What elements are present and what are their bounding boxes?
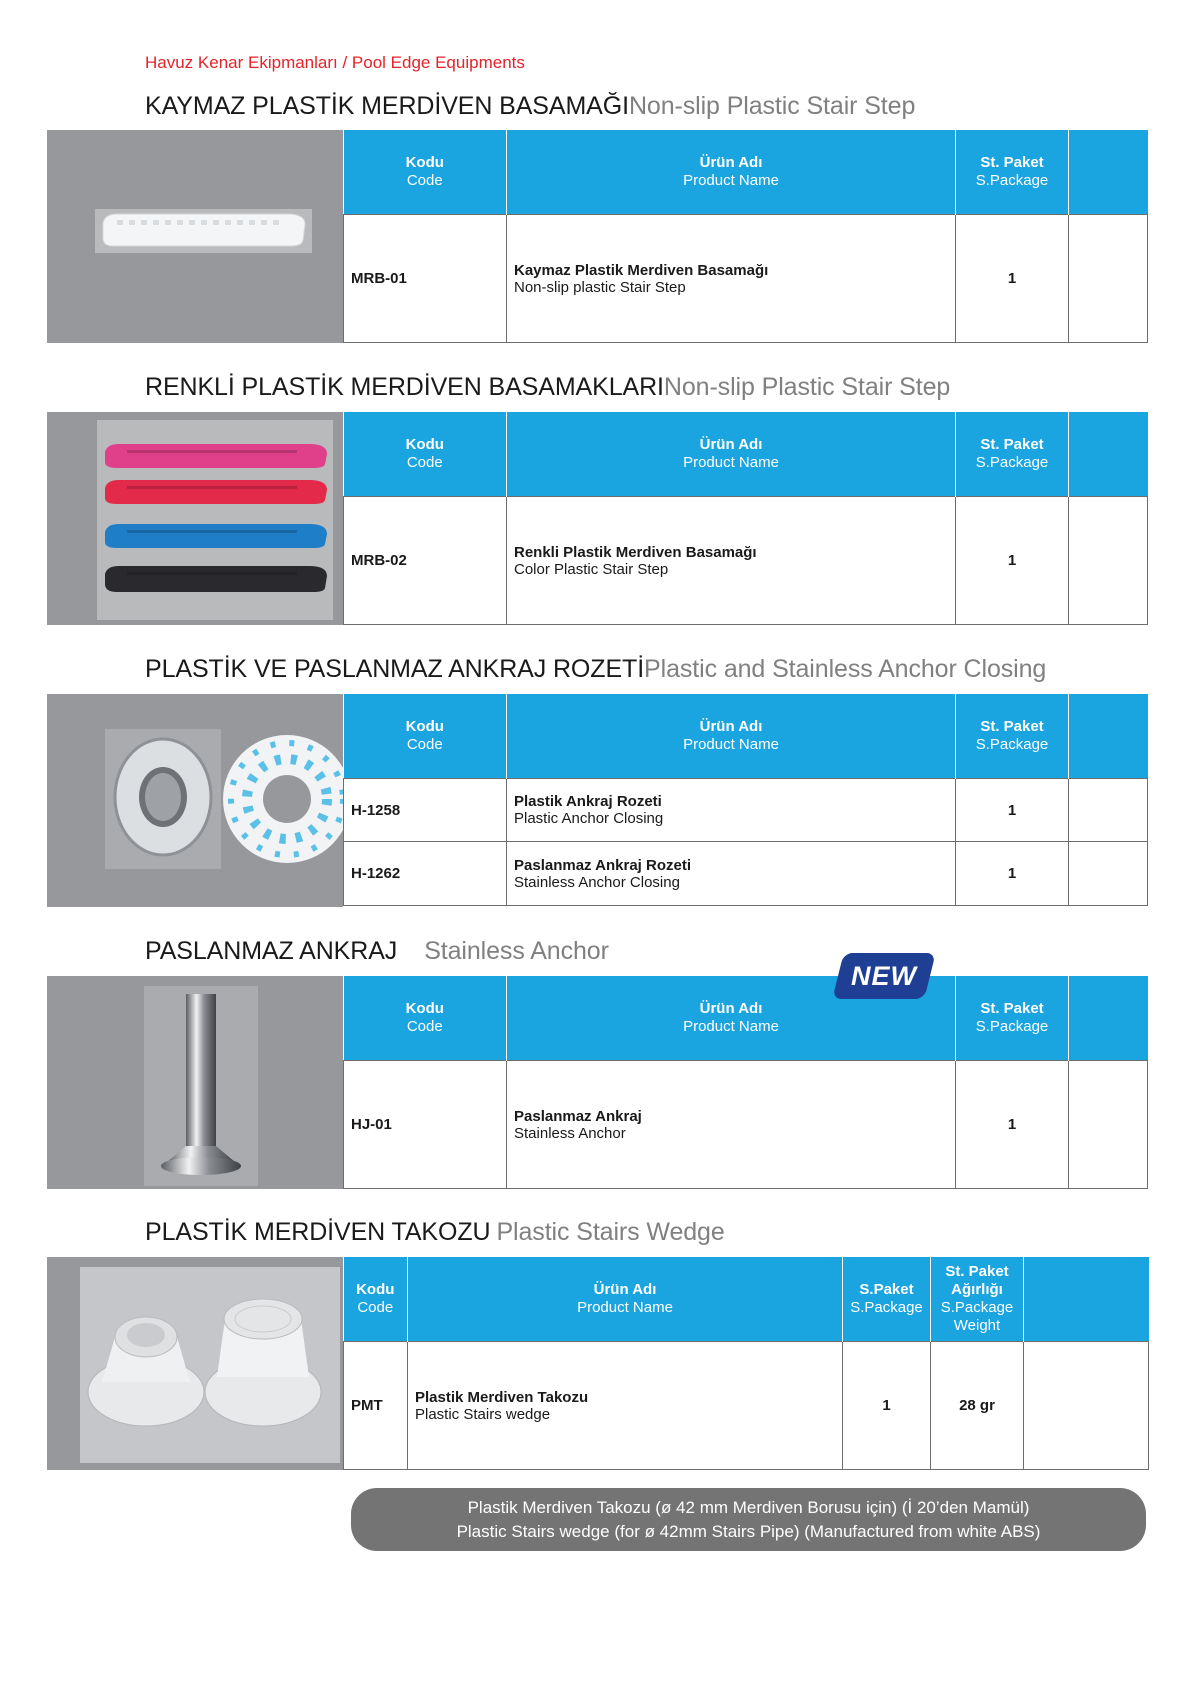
product-block	[47, 694, 1147, 907]
new-badge	[832, 953, 935, 999]
table-row	[344, 1342, 1149, 1470]
section-title-tr: PLASTİK VE PASLANMAZ ANKRAJ ROZETİ	[145, 655, 645, 683]
empty-cell	[1069, 779, 1148, 842]
color-stair-steps-image	[47, 412, 343, 625]
product-code: HJ-01	[344, 1061, 507, 1189]
page-header: Havuz Kenar Ekipmanları / Pool Edge Equipments	[145, 53, 525, 72]
package-weight: 28 gr	[931, 1342, 1024, 1470]
product-code: H-1258	[344, 779, 507, 842]
section-title	[145, 373, 950, 402]
stainless-anchor-image	[47, 976, 343, 1189]
stairs-wedge-image	[47, 1257, 343, 1470]
table-row	[344, 779, 1148, 842]
product-name: Paslanmaz Ankraj Rozeti Stainless Anchor Closing	[507, 842, 956, 906]
product-photo	[47, 694, 343, 907]
empty-cell	[1024, 1342, 1149, 1470]
col-name: Ürün Adı Product Name	[507, 976, 956, 1061]
product-name: Renkli Plastik Merdiven Basamağı Color Plastic Stair Step	[507, 497, 956, 625]
table-header-row	[344, 412, 1148, 497]
product-photo	[47, 130, 343, 343]
product-table	[343, 976, 1148, 1189]
anchor-closing-image	[47, 694, 343, 907]
col-code: Kodu Code	[344, 1257, 408, 1342]
section-title-en: Plastic and Stainless Anchor Closing	[644, 655, 1047, 683]
section-title-tr: PASLANMAZ ANKRAJ	[145, 937, 398, 965]
col-name: Ürün Adı Product Name	[507, 694, 956, 779]
product-table	[343, 1257, 1149, 1470]
new-badge-label: NEW	[851, 961, 917, 991]
empty-cell	[1069, 497, 1148, 625]
section-title	[145, 937, 609, 966]
section-title-tr: PLASTİK MERDİVEN TAKOZU	[145, 1218, 491, 1246]
section-title	[145, 92, 915, 121]
product-note	[351, 1488, 1146, 1551]
table-header-row	[344, 130, 1148, 215]
product-table	[343, 130, 1148, 343]
product-table	[343, 694, 1148, 906]
product-photo	[47, 1257, 343, 1470]
product-code: MRB-02	[344, 497, 507, 625]
table-header-row	[344, 694, 1148, 779]
section-title-en: Non-slip Plastic Stair Step	[628, 92, 916, 120]
package-qty: 1	[956, 779, 1069, 842]
section-title-en: Plastic Stairs Wedge	[496, 1218, 725, 1246]
col-package: St. Paket S.Package	[956, 976, 1069, 1061]
package-qty: 1	[956, 497, 1069, 625]
col-package: St. Paket S.Package	[956, 694, 1069, 779]
section-title-tr: KAYMAZ PLASTİK MERDİVEN BASAMAĞI	[145, 92, 629, 120]
col-blank	[1069, 412, 1148, 497]
note-line-en: Plastic Stairs wedge (for ø 42mm Stairs Pipe) (Manufactured from white ABS)	[456, 1522, 1041, 1541]
product-code: H-1262	[344, 842, 507, 906]
product-name: Plastik Merdiven Takozu Plastic Stairs wedge	[408, 1342, 843, 1470]
empty-cell	[1069, 842, 1148, 906]
col-blank	[1069, 130, 1148, 215]
product-photo	[47, 412, 343, 625]
package-qty: 1	[956, 215, 1069, 343]
product-block	[47, 130, 1147, 343]
empty-cell	[1069, 1061, 1148, 1189]
col-code: Kodu Code	[344, 130, 507, 215]
col-blank	[1024, 1257, 1149, 1342]
package-qty: 1	[956, 842, 1069, 906]
section-title-en: Stainless Anchor	[424, 937, 609, 965]
col-name: Ürün Adı Product Name	[507, 412, 956, 497]
col-code: Kodu Code	[344, 694, 507, 779]
product-name: Kaymaz Plastik Merdiven Basamağı Non-slip plastic Stair Step	[507, 215, 956, 343]
col-name: Ürün Adı Product Name	[408, 1257, 843, 1342]
col-weight: St. Paket Ağırlığı S.Package Weight	[931, 1257, 1024, 1342]
table-row	[344, 842, 1148, 906]
section-title-tr: RENKLİ PLASTİK MERDİVEN BASAMAKLARI	[145, 373, 664, 401]
col-blank	[1069, 976, 1148, 1061]
col-package: St. Paket S.Package	[956, 130, 1069, 215]
section-title-en: Non-slip Plastic Stair Step	[663, 373, 951, 401]
product-block	[47, 412, 1147, 625]
product-block	[47, 976, 1147, 1189]
product-code: MRB-01	[344, 215, 507, 343]
table-row	[344, 497, 1148, 625]
stair-step-image	[47, 130, 343, 343]
empty-cell	[1069, 215, 1148, 343]
col-blank	[1069, 694, 1148, 779]
product-table	[343, 412, 1148, 625]
package-qty: 1	[956, 1061, 1069, 1189]
product-photo	[47, 976, 343, 1189]
col-package: St. Paket S.Package	[956, 412, 1069, 497]
table-header-row	[344, 976, 1148, 1061]
package-qty: 1	[843, 1342, 931, 1470]
col-package: S.Paket S.Package	[843, 1257, 931, 1342]
table-row	[344, 1061, 1148, 1189]
product-name: Plastik Ankraj Rozeti Plastic Anchor Closing	[507, 779, 956, 842]
note-line-tr: Plastik Merdiven Takozu (ø 42 mm Merdiven Borusu için) (İ 20’den Mamül)	[467, 1498, 1030, 1517]
col-name: Ürün Adı Product Name	[507, 130, 956, 215]
table-header-row	[344, 1257, 1149, 1342]
section-title	[145, 655, 1046, 684]
product-name: Paslanmaz Ankraj Stainless Anchor	[507, 1061, 956, 1189]
col-code: Kodu Code	[344, 976, 507, 1061]
table-row	[344, 215, 1148, 343]
col-code: Kodu Code	[344, 412, 507, 497]
product-code: PMT	[344, 1342, 408, 1470]
section-title	[145, 1218, 725, 1247]
product-block	[47, 1257, 1147, 1470]
